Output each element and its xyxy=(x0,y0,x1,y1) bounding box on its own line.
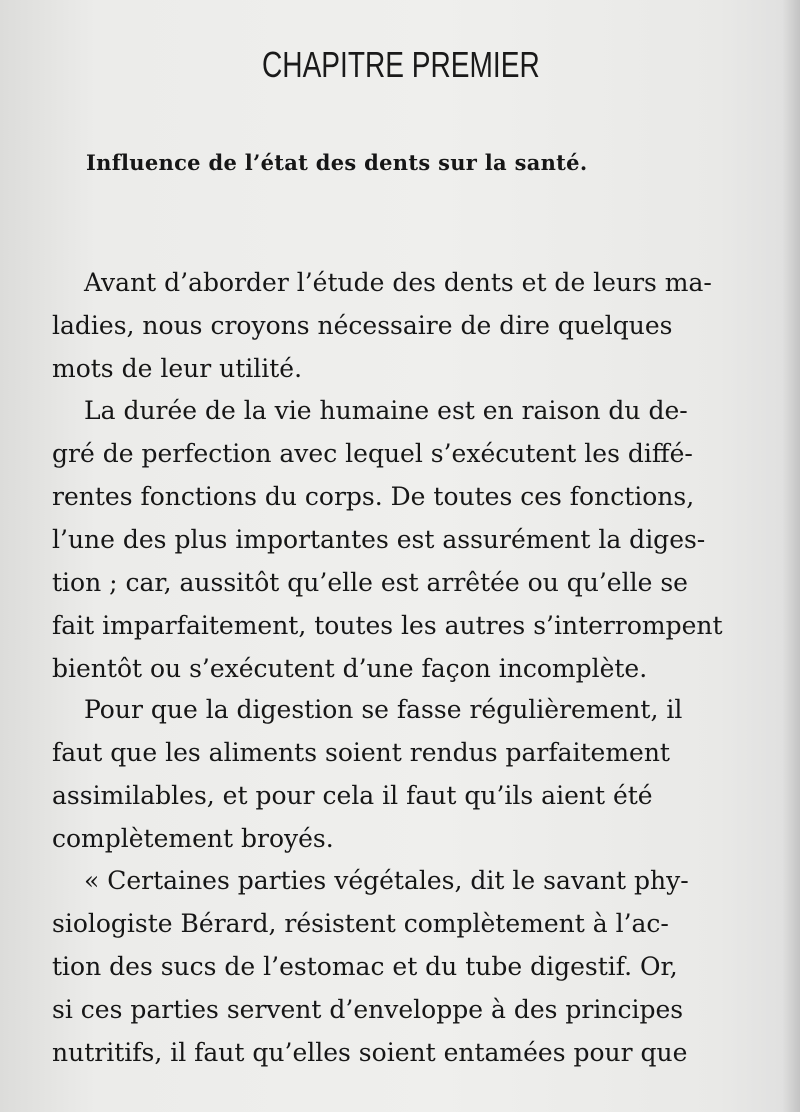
paragraph-line: tion des sucs de l’estomac et du tube digestif. Or, xyxy=(52,952,678,981)
section-title: Influence de l’état des dents sur la santé. xyxy=(86,150,588,175)
paragraph-line: gré de perfection avec lequel s’exécutent les diffé- xyxy=(52,439,693,468)
chapter-title: CHAPITRE PREMIER xyxy=(262,44,540,85)
paragraph-2 xyxy=(52,389,764,690)
paragraph-4 xyxy=(52,859,764,1074)
paragraph-line: nutritifs, il faut qu’elles soient entamées pour que xyxy=(52,1038,688,1067)
paragraph-line: rentes fonctions du corps. De toutes ces fonctions, xyxy=(52,482,695,511)
paragraph-line: assimilables, et pour cela il faut qu’ils aient été xyxy=(52,781,653,810)
paragraph-line: fait imparfaitement, toutes les autres s’interrompent xyxy=(52,611,723,640)
paragraph-line: bientôt ou s’exécutent d’une façon incomplète. xyxy=(52,654,648,683)
paragraph-line: tion ; car, aussitôt qu’elle est arrêtée ou qu’elle se xyxy=(52,568,688,597)
paragraph-line: ladies, nous croyons nécessaire de dire quelques xyxy=(52,311,673,340)
paragraph-line: « Certaines parties végétales, dit le savant phy- xyxy=(84,866,689,895)
paragraph-line: Avant d’aborder l’étude des dents et de leurs ma- xyxy=(84,268,712,297)
paragraph-3 xyxy=(52,688,764,860)
paragraph-1 xyxy=(52,261,764,390)
page-edge-shadow xyxy=(782,0,800,1112)
paragraph-line: Pour que la digestion se fasse régulièrement, il xyxy=(84,695,683,724)
paragraph-line: si ces parties servent d’enveloppe à des principes xyxy=(52,995,684,1024)
paragraph-line: complètement broyés. xyxy=(52,824,334,853)
paragraph-line: La durée de la vie humaine est en raison du de- xyxy=(84,396,688,425)
paragraph-line: faut que les aliments soient rendus parfaitement xyxy=(52,738,670,767)
paragraph-line: mots de leur utilité. xyxy=(52,354,303,383)
paragraph-line: l’une des plus importantes est assurément la diges- xyxy=(52,525,706,554)
paragraph-line: siologiste Bérard, résistent complètement à l’ac- xyxy=(52,909,669,938)
